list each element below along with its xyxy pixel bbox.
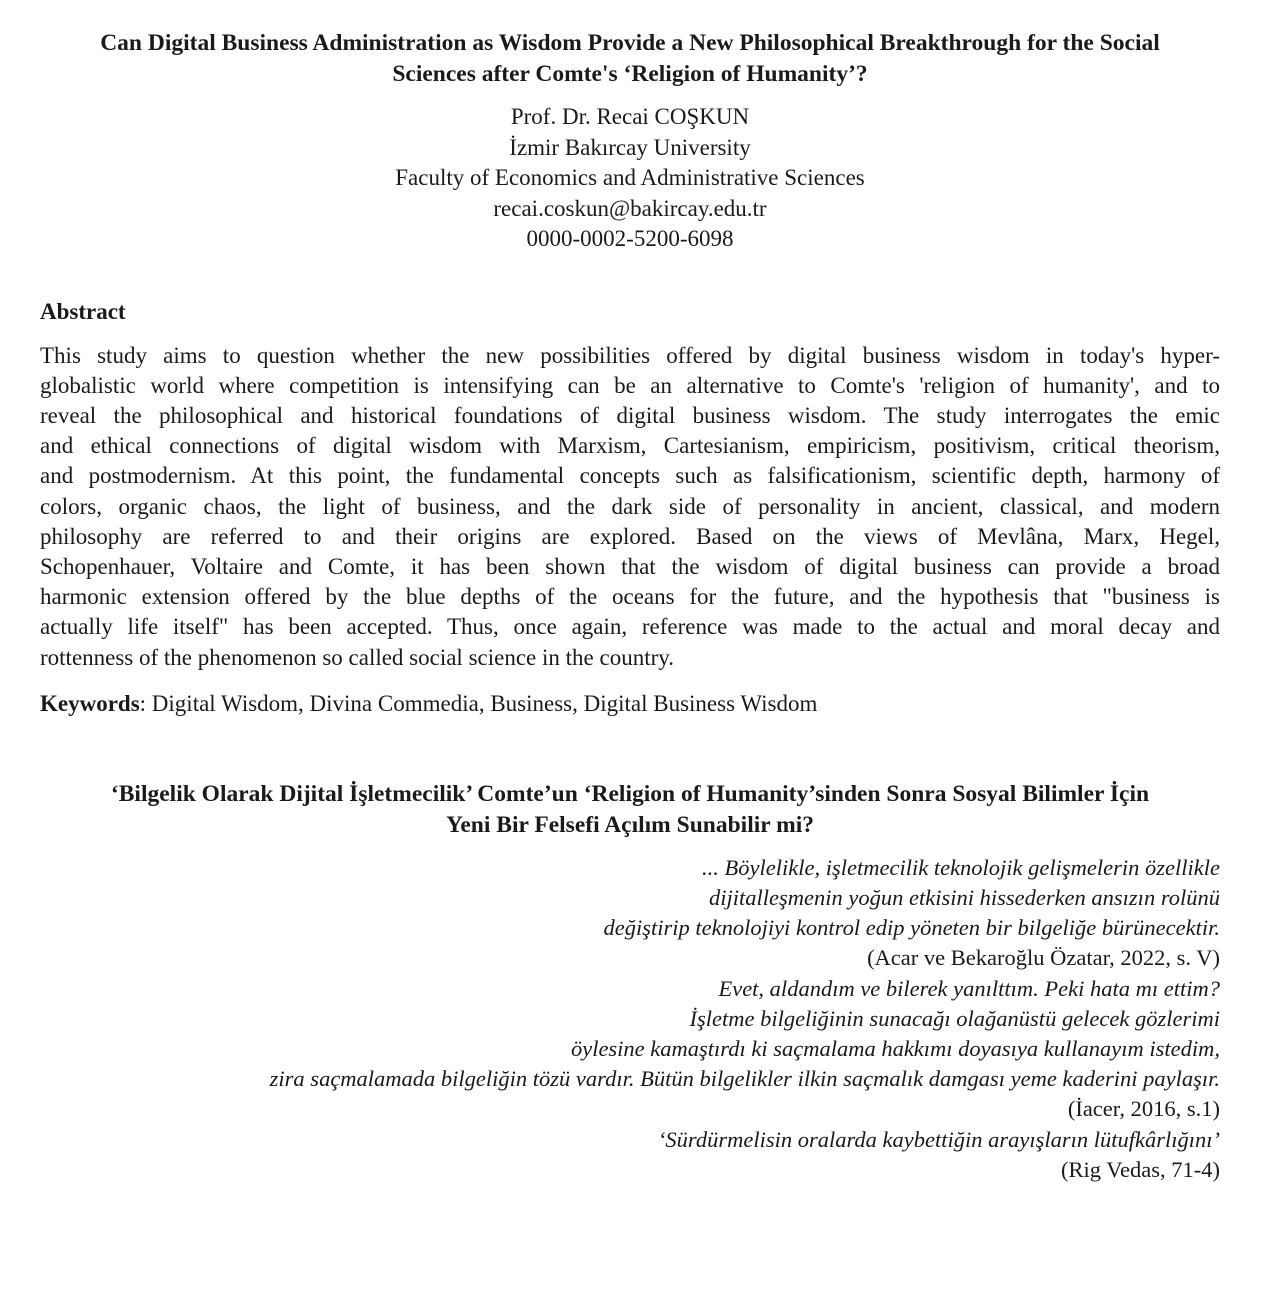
- epigraph-line: öylesine kamaştırdı ki saçmalama hakkımı doyasıya kullanayım istedim,: [570, 1035, 1220, 1061]
- epigraph-line: ‘Sürdürmelisin oralarda kaybettiğin arayışların lütufkârlığını’: [657, 1126, 1220, 1152]
- turkish-title-line-2: Yeni Bir Felsefi Açılım Sunabilir mi?: [446, 811, 814, 838]
- keywords-text: : Digital Wisdom, Divina Commedia, Business, Digital Business Wisdom: [139, 690, 818, 716]
- abstract-line: colors, organic chaos, the light of business, and the dark side of personality in ancient, classical, and modern: [40, 493, 1220, 519]
- epigraph-citation: (Acar ve Bekaroğlu Özatar, 2022, s. V): [867, 945, 1220, 971]
- paper-title: [40, 28, 1220, 90]
- author-faculty: Faculty of Economics and Administrative Sciences: [395, 165, 865, 190]
- epigraph-line: ... Böylelikle, işletmecilik teknolojik gelişmelerin özellikle: [702, 854, 1220, 880]
- abstract-line: rottenness of the phenomenon so called social science in the country.: [40, 644, 675, 670]
- epigraph-line: Evet, aldandım ve bilerek yanılttım. Peki hata mı ettim?: [718, 975, 1220, 1001]
- abstract-body: [40, 341, 1220, 673]
- epigraph-line: değiştirip teknolojiyi kontrol edip yöneten bir bilgeliğe bürünecektir.: [603, 915, 1220, 941]
- author-orcid: 0000-0002-5200-6098: [526, 226, 734, 251]
- epigraph-line: İşletme bilgeliğinin sunacağı olağanüstü gelecek gözlerimi: [689, 1005, 1220, 1031]
- turkish-title: [40, 779, 1220, 841]
- author-email: recai.coskun@bakircay.edu.tr: [493, 195, 767, 221]
- abstract-line: and ethical connections of digital wisdom with Marxism, Cartesianism, empiricism, positivism, critical theorism,: [40, 433, 1220, 459]
- epigraph-line: zira saçmalamada bilgeliğin tözü vardır. Bütün bilgelikler ilkin saçmalık damgası yeme kaderini paylaşır.: [269, 1066, 1220, 1092]
- abstract-line: harmonic extension offered by the blue depths of the oceans for the future, and the hypothesis that "business is: [40, 584, 1220, 610]
- paper-title-line-1: Can Digital Business Administration as Wisdom Provide a New Philosophical Breakthrough for the Social: [100, 30, 1160, 56]
- abstract-line: and postmodernism. At this point, the fundamental concepts such as falsificationism, scientific depth, harmony of: [40, 463, 1220, 489]
- abstract-line: This study aims to question whether the new possibilities offered by digital business wisdom in today's hyper-: [40, 342, 1220, 368]
- abstract-line: globalistic world where competition is intensifying can be an alternative to Comte's 'religion of humanity', and to: [40, 372, 1220, 398]
- author-university: İzmir Bakırcay University: [509, 134, 751, 160]
- abstract-line: reveal the philosophical and historical foundations of digital business wisdom. The study interrogates the emic: [40, 402, 1220, 428]
- turkish-title-line-1: ‘Bilgelik Olarak Dijital İşletmecilik’ Comte’un ‘Religion of Humanity’sinden Sonra Sosyal Bilimler İçin: [110, 780, 1150, 807]
- abstract-line: philosophy are referred to and their origins are explored. Based on the views of Mevlâna, Marx, Hegel,: [40, 523, 1220, 549]
- paper-title-line-2: Sciences after Comte's ‘Religion of Humanity’?: [392, 61, 868, 87]
- epigraph-line: dijitalleşmenin yoğun etkisini hissederken ansızın rolünü: [709, 884, 1220, 910]
- author-block: [40, 102, 1220, 255]
- author-name: Prof. Dr. Recai COŞKUN: [510, 104, 750, 129]
- epigraph-block: [40, 853, 1220, 1185]
- epigraph-citation: (Rig Vedas, 71-4): [1061, 1156, 1220, 1182]
- keywords-label: Keywords: [40, 690, 140, 716]
- epigraph-citation: (İacer, 2016, s.1): [1067, 1096, 1220, 1122]
- abstract-heading: Abstract: [40, 298, 126, 324]
- keywords: [40, 689, 1220, 719]
- abstract-line: Schopenhauer, Voltaire and Comte, it has been shown that the wisdom of digital business can provide a broad: [40, 553, 1220, 579]
- abstract-line: actually life itself" has been accepted. Thus, once again, reference was made to the actual and moral decay and: [40, 614, 1220, 640]
